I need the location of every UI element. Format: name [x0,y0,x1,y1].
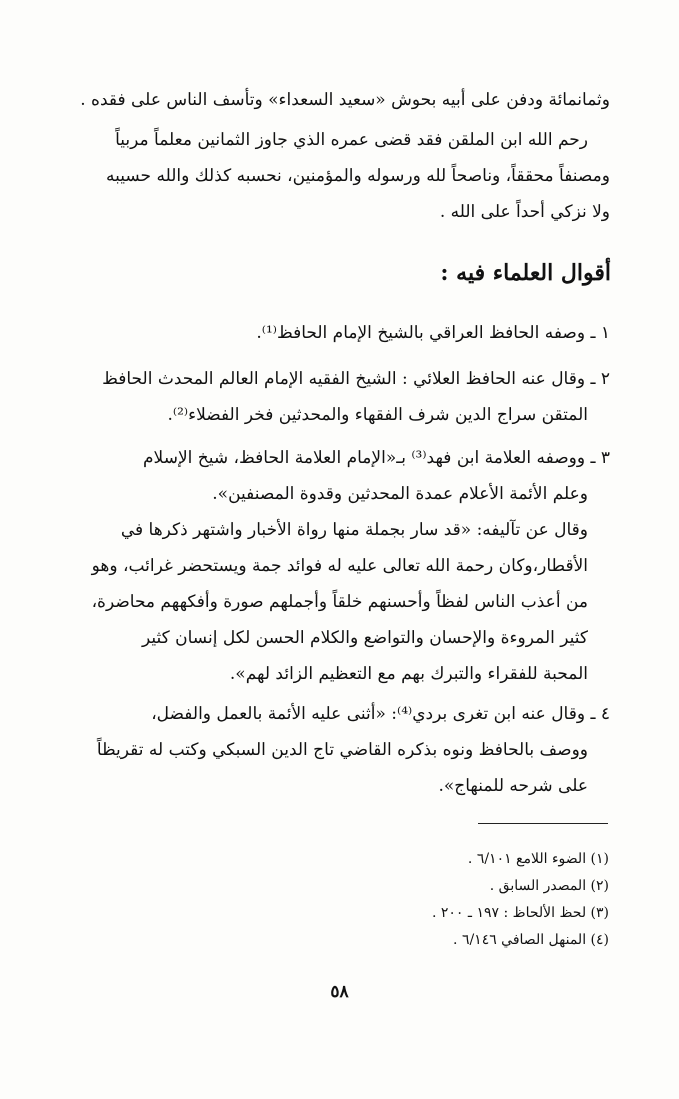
item-4-line-1: ٤ ـ وقال عنه ابن تغرى بردي⁽⁴⁾: «أثنى عليه الأئمة بالعمل والفضل، [151,704,610,724]
item-2 [62,361,610,433]
item-3-quote-line-5: المحبة للفقراء والتبرك بهم مع التعظيم الزائد لهم». [229,664,588,684]
item-3-quote-line-3: من أعذب الناس لفظاً وأحسنهم خلقاً وأجملهم صورة وأفكههم محاضرة، [91,592,588,612]
footnote-3: (٣) لحظ الألحاظ : ١٩٧ ـ ٢٠٠ . [431,905,609,921]
item-3-line-2: وعلم الأئمة الأعلام عمدة المحدثين وقدوة المصنفين». [212,484,588,504]
item-3-quote-line-2: الأقطار،وكان رحمة الله تعالى عليه له فوائد جمة ويستحضر غرائب، وهو [91,556,588,576]
intro-line [62,82,610,118]
item-1-line-1: ١ ـ وصفه الحافظ العراقي بالشيخ الإمام الحافظ⁽¹⁾. [256,323,610,343]
section-heading: أقوال العلماء فيه : [440,260,611,286]
item-4-line-3: على شرحه للمنهاج». [438,776,588,796]
item-2-line-2: المتقن سراج الدين شرف الفقهاء والمحدثين فخر الفضلاء⁽²⁾. [167,405,588,425]
footnote-divider [478,823,608,824]
footnote-1: (١) الضوء اللامع ٦/١٠١ . [467,851,609,867]
item-4-line-2: ووصف بالحافظ ونوه بذكره القاضي تاج الدين السبكي وكتب له تقريظاً [96,740,588,760]
intro-text-line-1: وثمانمائة ودفن على أبيه بحوش «سعيد السعداء» وتأسف الناس على فقده . [80,90,610,110]
footnotes [432,846,609,954]
intro-paragraph-line-1: رحم الله ابن الملقن فقد قضى عمره الذي جاوز الثمانين معلماً مربياً [115,130,588,150]
item-3-quote-line-4: كثير المروءة والإحسان والتواضع والكلام الحسن لكل إنسان كثير [142,628,588,648]
item-1 [62,315,610,351]
intro-paragraph-line-3: ولا نزكي أحداً على الله . [439,202,610,222]
footnote-2: (٢) المصدر السابق . [489,878,609,894]
page-number: ٥٨ [330,982,349,1002]
footnote-4: (٤) المنهل الصافي ٦/١٤٦ . [453,932,609,948]
item-4 [62,696,610,804]
intro-paragraph-line-2: ومصنفاً محققاً، وناصحاً لله ورسوله والمؤمنين، نحسبه كذلك والله حسيبه [106,166,610,186]
item-2-line-1: ٢ ـ وقال عنه الحافظ العلائي : الشيخ الفقيه الإمام العالم المحدث الحافظ [102,369,610,389]
intro-paragraph [62,122,610,230]
item-3-quote-line-1: وقال عن تآليفه: «قد سار بجملة منها رواة الأخبار واشتهر ذكرها في [120,520,588,540]
item-3-line-1: ٣ ـ ووصفه العلامة ابن فهد⁽³⁾ بـ«الإمام العلامة الحافظ، شيخ الإسلام [143,448,610,468]
item-3 [62,440,610,692]
